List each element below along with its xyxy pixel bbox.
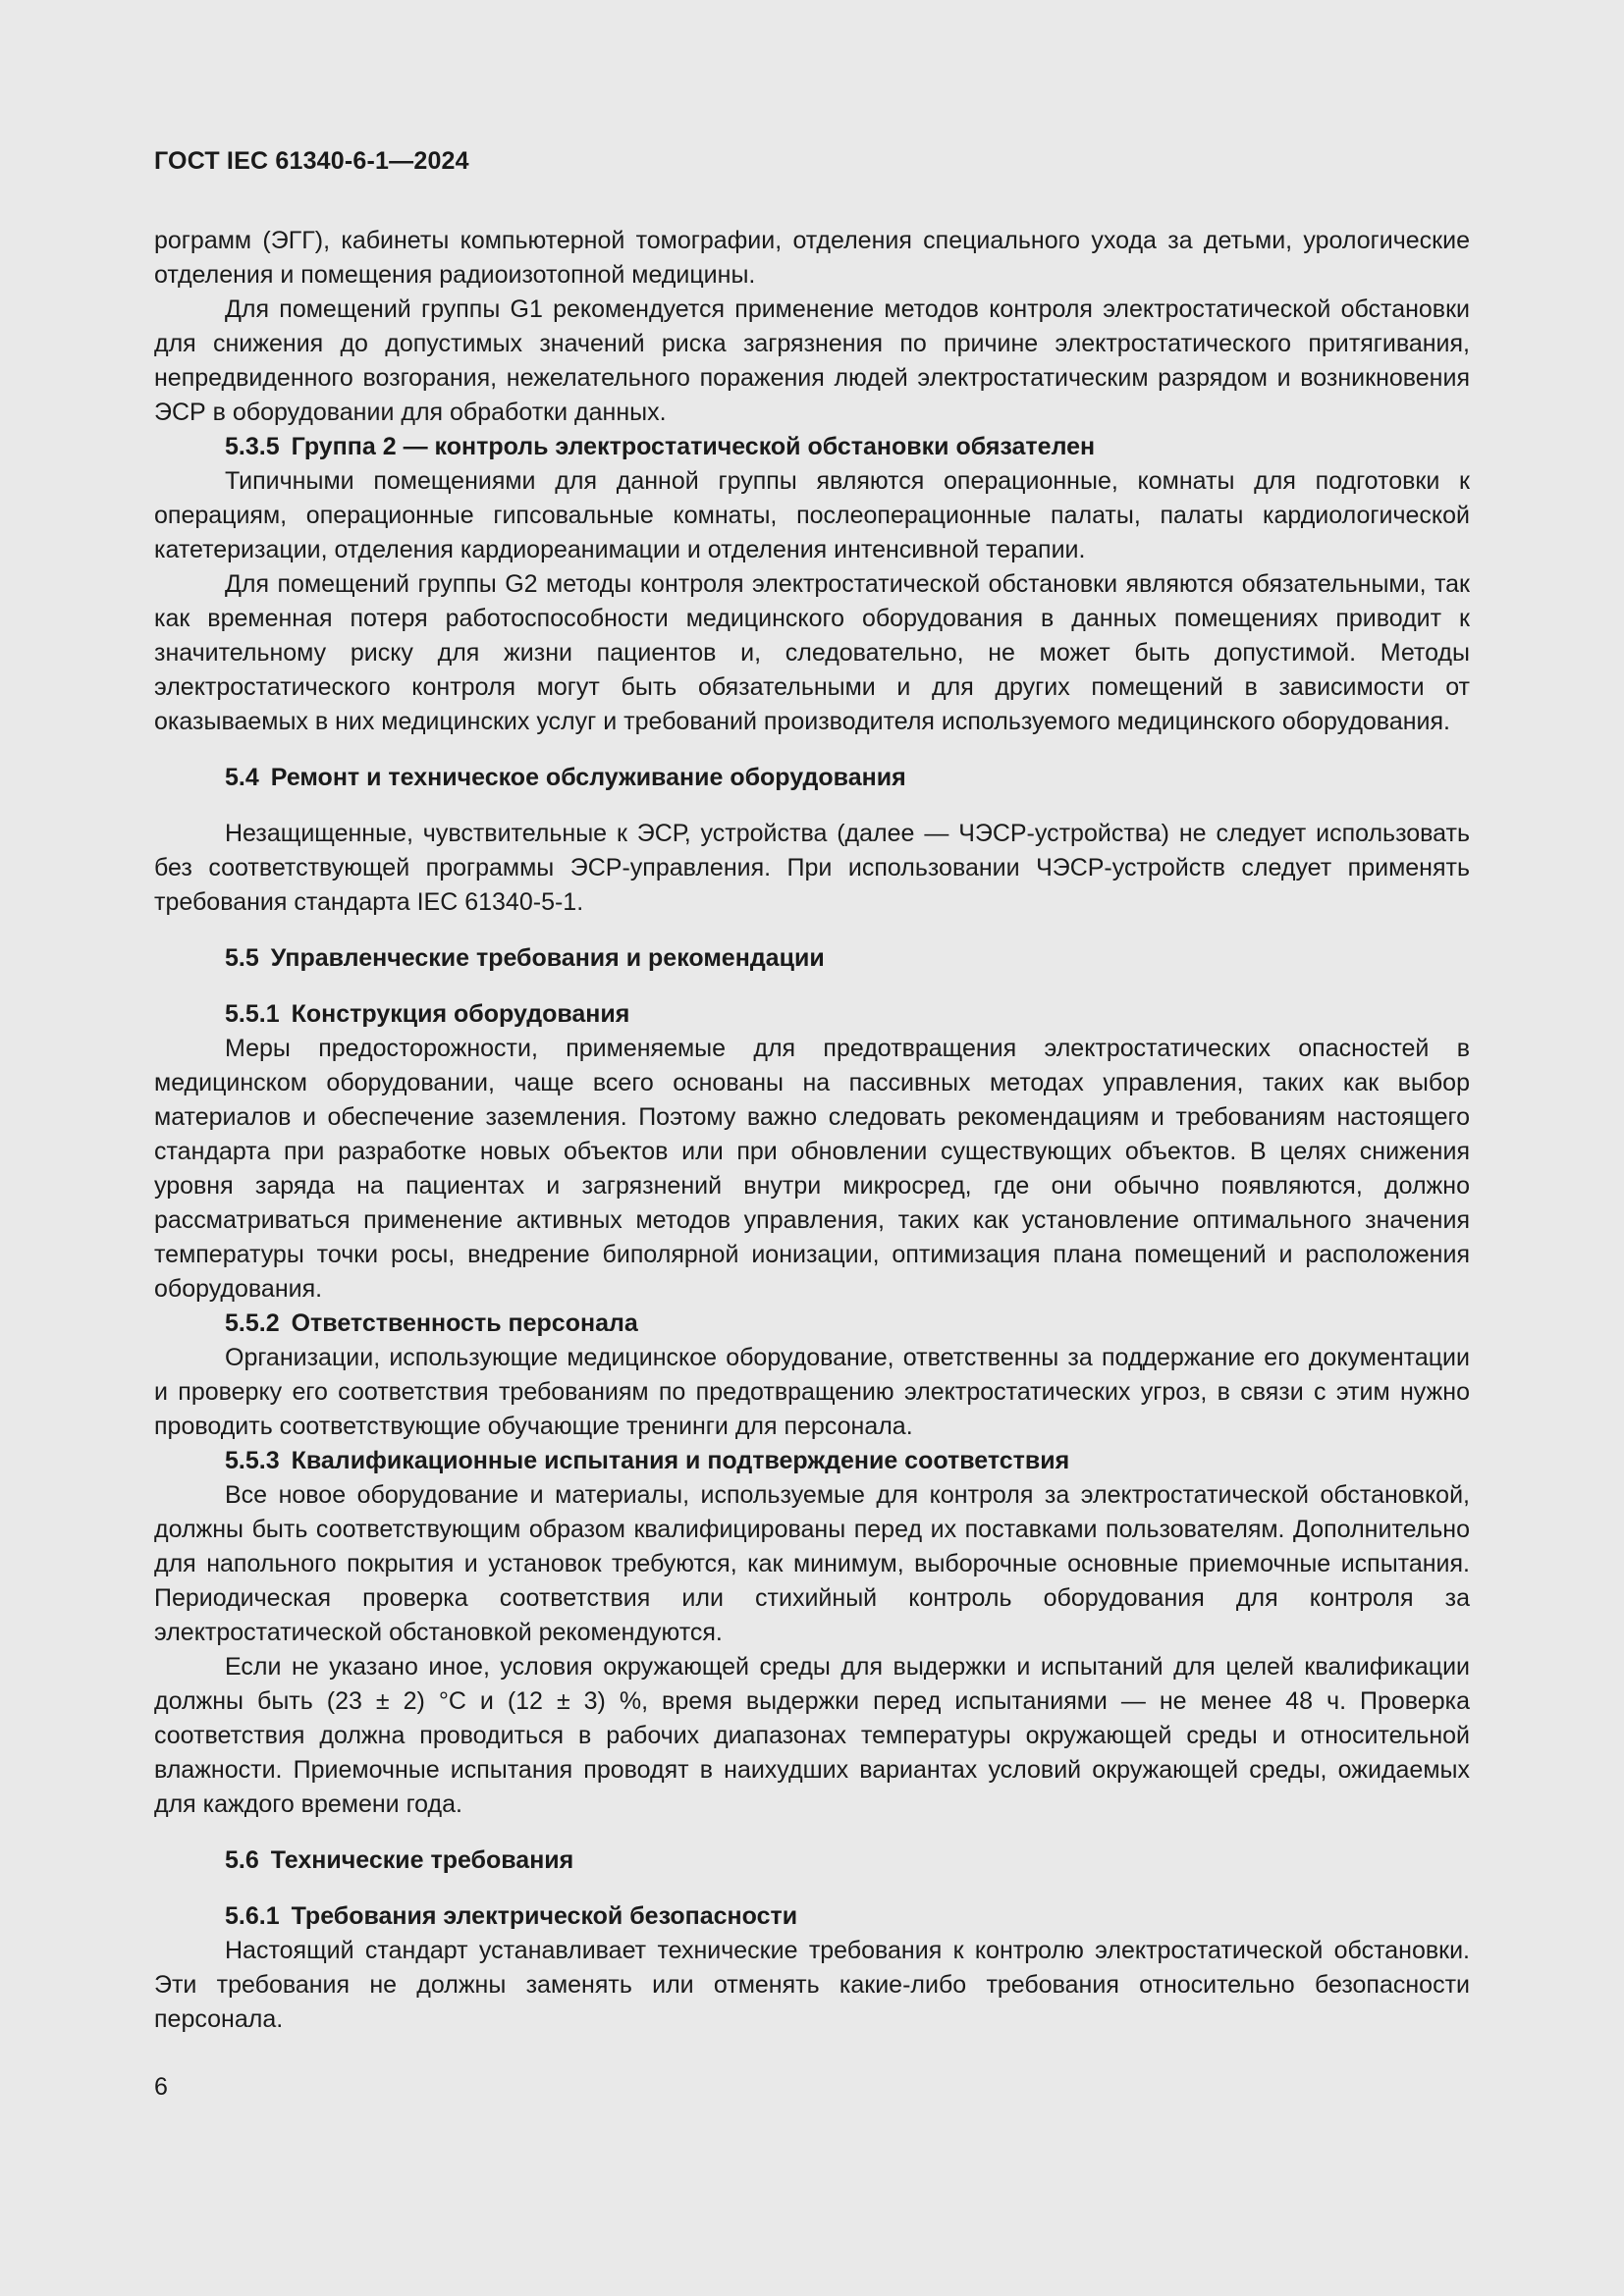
section-number: 5.5 xyxy=(225,944,259,972)
paragraph: Организации, использующие медицинское оборудование, ответственны за поддержание его документации и проверку его соответствия требованиям по предотвращению электростатических угроз, в связи с этим нужно проводить соответствующие обучающие тренинги для персонала. xyxy=(154,1344,1470,1440)
section-number: 5.5.1 xyxy=(225,1000,280,1028)
section-number: 5.4 xyxy=(225,764,259,791)
section-title: Управленческие требования и рекомендации xyxy=(270,944,825,972)
section-number: 5.3.5 xyxy=(225,433,280,460)
section-title: Ремонт и техническое обслуживание оборудования xyxy=(270,764,906,791)
section-title: Требования электрической безопасности xyxy=(291,1902,798,1930)
section-heading-5-3-5 xyxy=(154,430,1470,464)
section-number: 5.6.1 xyxy=(225,1902,280,1930)
section-number: 5.5.2 xyxy=(225,1309,280,1337)
section-title: Квалификационные испытания и подтверждение соответствия xyxy=(291,1447,1070,1474)
section-title: Группа 2 — контроль электростатической обстановки обязателен xyxy=(291,433,1096,460)
section-heading-5-6 xyxy=(154,1843,1470,1878)
paragraph: Для помещений группы G1 рекомендуется применение методов контроля электростатической обстановки для снижения до допустимых значений риска загрязнения по причине электростатического притягивания, непредвиденного возгорания, нежелательного поражения людей электростатическим разрядом и возникновения ЭСР в оборудовании для обработки данных. xyxy=(154,295,1470,426)
paragraph: Типичными помещениями для данной группы являются операционные, комнаты для подготовки к операциям, операционные гипсовальные комнаты, послеоперационные палаты, палаты кардиологической катетеризации, отделения кардиореанимации и отделения интенсивной терапии. xyxy=(154,467,1470,563)
section-number: 5.5.3 xyxy=(225,1447,280,1474)
paragraph: Все новое оборудование и материалы, используемые для контроля за электростатической обстановкой, должны быть соответствующим образом квалифицированы перед их поставками пользователям. Дополнительно для напольного покрытия и установок требуются, как минимум, выборочные основные приемочные испытания. Периодическая проверка соответствия или стихийный контроль оборудования для контроля за электростатической обстановкой рекомендуются. xyxy=(154,1481,1470,1646)
section-title: Ответственность персонала xyxy=(291,1309,638,1337)
section-heading-5-5-3 xyxy=(154,1444,1470,1478)
section-heading-5-5-1 xyxy=(154,997,1470,1032)
page-number: 6 xyxy=(154,2073,168,2101)
section-heading-5-5-2 xyxy=(154,1307,1470,1341)
paragraph: Меры предосторожности, применяемые для предотвращения электростатических опасностей в медицинском оборудовании, чаще всего основаны на пассивных методах управления, таких как выбор материалов и обеспечение заземления. Поэтому важно следовать рекомендациям и требованиям настоящего стандарта при разработке новых объектов или при обновлении существующих объектов. В целях снижения уровня заряда на пациентах и загрязнений внутри микросред, где они обычно появляются, должно рассматриваться применение активных методов управления, таких как установление оптимального значения температуры точки росы, внедрение биполярной ионизации, оптимизация плана помещений и расположения оборудования. xyxy=(154,1035,1470,1303)
section-heading-5-5 xyxy=(154,941,1470,976)
section-heading-5-6-1 xyxy=(154,1899,1470,1934)
paragraph: рограмм (ЭГГ), кабинеты компьютерной томографии, отделения специального ухода за детьми, урологические отделения и помещения радиоизотопной медицины. xyxy=(154,227,1470,289)
paragraph: Если не указано иное, условия окружающей среды для выдержки и испытаний для целей квалификации должны быть (23 ± 2) °С и (12 ± 3) %, время выдержки перед испытаниями — не менее 48 ч. Проверка соответствия должна проводиться в рабочих диапазонах температуры окружающей среды и относительной влажности. Приемочные испытания проводят в наихудших вариантах условий окружающей среды, ожидаемых для каждого времени года. xyxy=(154,1653,1470,1818)
section-heading-5-4 xyxy=(154,761,1470,795)
document-body xyxy=(154,224,1470,2037)
section-number: 5.6 xyxy=(225,1846,259,1874)
paragraph: Настоящий стандарт устанавливает технические требования к контролю электростатической обстановки. Эти требования не должны заменять или отменять какие-либо требования относительно безопасности персонала. xyxy=(154,1937,1470,2033)
document-header: ГОСТ IEC 61340-6-1—2024 xyxy=(154,147,469,175)
section-title: Конструкция оборудования xyxy=(291,1000,630,1028)
paragraph: Для помещений группы G2 методы контроля электростатической обстановки являются обязательными, так как временная потеря работоспособности медицинского оборудования в данных помещениях приводит к значительному риску для жизни пациентов и, следовательно, не может быть допустимой. Методы электростатического контроля могут быть обязательными и для других помещений в зависимости от оказываемых в них медицинских услуг и требований производителя используемого медицинского оборудования. xyxy=(154,570,1470,735)
section-title: Технические требования xyxy=(270,1846,574,1874)
paragraph: Незащищенные, чувствительные к ЭСР, устройства (далее — ЧЭСР-устройства) не следует использовать без соответствующей программы ЭСР-управления. При использовании ЧЭСР-устройств следует применять требования стандарта IEC 61340-5-1. xyxy=(154,820,1470,916)
